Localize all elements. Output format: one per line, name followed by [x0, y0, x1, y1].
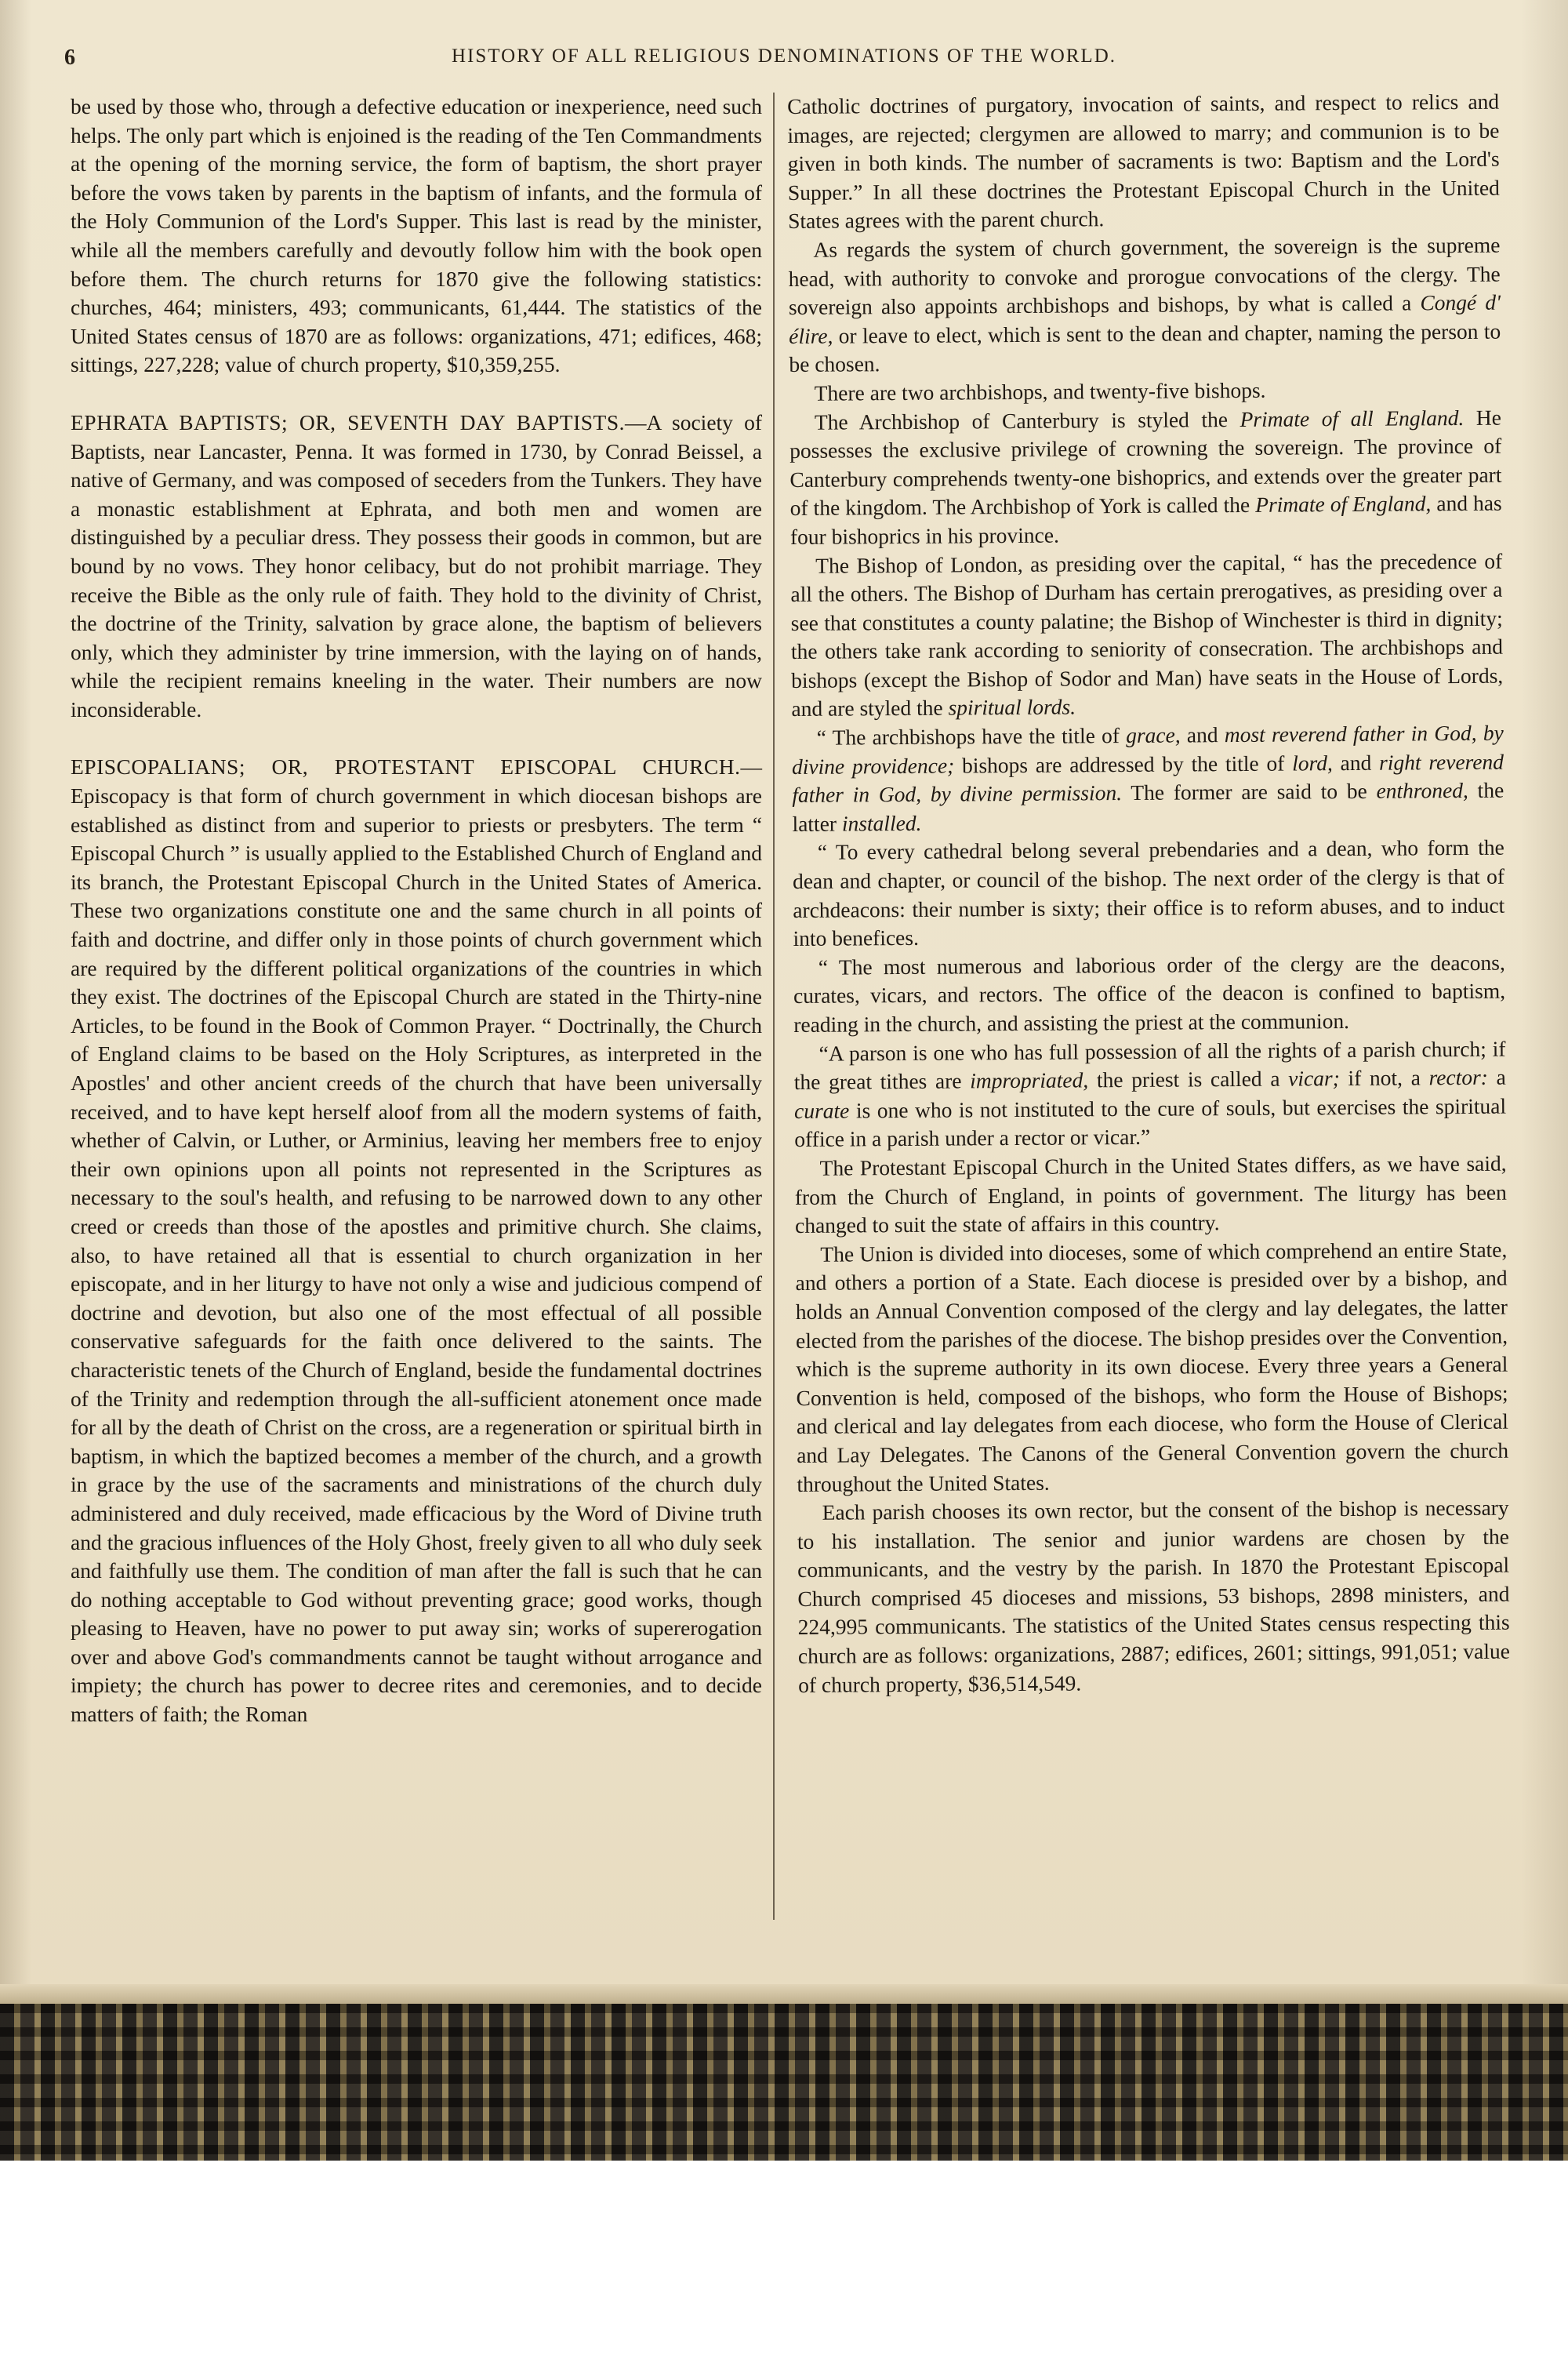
paragraph: As regards the system of church government, the sovereign is the supreme head, with authority to convoke and prorogue convocations of the clergy. The sovereign also appoints archbishops and bishops, by what is called a Congé d' élire, or leave to elect, which is sent to the dean and chapter, naming the person to be chosen. — [788, 232, 1501, 377]
paragraph: Each parish chooses its own rector, but the consent of the bishop is necessary to his installation. The senior and junior wardens are chosen by the communicants, and the vestry by the parish. In 1870 the Protestant Episcopal Church comprised 45 dioceses and missions, 53 bishops, 2898 ministers, and 224,995 communicants. The statistics of the United States census respecting this church are as follows: organizations, 2887; edifices, 2601; sittings, 991,051; value of church property, $36,514,549. — [797, 1495, 1511, 1697]
paragraph: “ To every cathedral belong several prebendaries and a dean, who form the dean and chapter, or council of the bishop. The next order of the clergy is that of archdeacons: their number is sixty; their office is to reform abuses, and to induct into benefices. — [792, 835, 1505, 951]
running-title: HISTORY OF ALL RELIGIOUS DENOMINATIONS OF THE WORLD. — [452, 45, 1116, 67]
entry-heading: EPISCOPALIANS; OR, PROTESTANT EPISCOPAL CHURCH. — [71, 754, 741, 780]
entry-text: —Episcopacy is that form of church government in which diocesan bishops are established as distinct from and superior to priests or presbyters. The term “ Episcopal Church ” is usually applied to the Established Church of England and its branch, the Protestant Episcopal Church in the United States of America. These two organizations constitute one and the same church in all points of faith and doctrine, and differ only in those points of church government which are required by the different political organizations of the countries in which they exist. The doctrines of the Episcopal Church are stated in the Thirty-nine Articles, to be found in the Book of Common Prayer. “ Doctrinally, the Church of England claims to be based on the Holy Scriptures, as interpreted in the Apostles' and other ancient creeds of the church that have been universally received, and to have kept herself aloof from all the modern systems of faith, whether of Calvin, or Luther, or Arminius, leaving her members free to enjoy their own opinions upon all points not represented in the Scriptures as necessary to the soul's health, and refusing to be narrowed down to any other creed or creeds than those of the apostles and primitive church. She claims, also, to have retained all that is essential to church organization in her episcopate, and in her liturgy to have not only a wise and judicious compend of doctrine and devotion, but also one of the most effectual of all possible conservative safeguards for the faith once delivered to the saints. The characteristic tenets of the Church of England, beside the fundamental doctrines of the Trinity and redemption through the all-sufficient atonement once made for all by the death of Christ on the cross, are a regeneration or spiritual birth in baptism, in which the baptized becomes a member of the church, and a growth in grace by the use of the sacraments and ministrations of the church duly administered and duly received, made efficacious by the Word of Divine truth and the gracious influences of the Holy Ghost, freely given to all who duly seek and faithfully use them. The condition of man after the fall is such that he can do nothing acceptable to God without preventing grace; good works, though pleasing to Heaven, have no power to put away sin; works of supererogation over and above God's commandments cannot be taught without arrogance and impiety; the church has power to decree rites and ceremonies, and to decide matters of faith; the Roman — [71, 754, 762, 1727]
paragraph: be used by those who, through a defective education or inexperience, need such helps. The only part which is enjoined is the reading of the Ten Commandments at the opening of the morning service, the form of baptism, the short prayer before the vows taken by parents in the baptism of infants, and the formula of the Holy Communion of the Lord's Supper. This last is read by the minister, while all the members carefully and devoutly follow him with the book open before them. The church returns for 1870 give the following statistics: churches, 464; ministers, 493; communicants, 61,444. The statistics of the United States census of 1870 are as follows: organizations, 471; edifices, 468; sittings, 227,228; value of church property, $10,359,255. — [71, 94, 762, 377]
paragraph: “A parson is one who has full possession of all the rights of a parish church; if the great tithes are impropriated, the priest is called a vicar; if not, a rector: a curate is one who is not instituted to the cure of souls, but exercises the spiritual office in a parish under a rector or vicar.” — [793, 1036, 1507, 1152]
paragraph: The Bishop of London, as presiding over the capital, “ has the precedence of all the others. The Bishop of Durham has certain prerogatives, as presiding over a see that constitutes a county palatine; the Bishop of Winchester is third in dignity; the others take rank according to seniority of consecration. The archbishops and bishops (except the Bishop of Sodor and Man) have seats in the House of Lords, and are styled the spiritual lords. — [790, 548, 1504, 722]
paragraph: The Archbishop of Canterbury is styled the Primate of all England. He possesses the exclusive privilege of crowning the sovereign. The province of Canterbury comprehends twenty-one bishoprics, and extends over the greater part of the kingdom. The Archbishop of York is called the Primate of England, and has four bishoprics in his province. — [789, 405, 1502, 549]
paragraph: The Union is divided into dioceses, some of which comprehend an entire State, and others a portion of a State. Each diocese is presided over by a bishop, and holds an Annual Convention composed of the clergy and lay delegates, the latter elected from the parishes of the diocese. The bishop presides over the Convention, which is the supreme authority in its own diocese. Every three years a General Convention is held, composed of the bishops, who form the House of Bishops; and clerical and lay delegates from each diocese, who form the House of Clerical and Lay Delegates. The Canons of the General Convention govern the church throughout the United States. — [795, 1237, 1509, 1496]
column-divider — [773, 93, 775, 1920]
entry-episcopalians — [71, 753, 762, 1728]
right-column — [787, 88, 1510, 1700]
paragraph: There are two archbishops, and twenty-five bishops. — [814, 377, 1266, 405]
left-column — [71, 93, 762, 1729]
entry-ephrata — [71, 409, 762, 725]
paragraph: “ The archbishops have the title of grace, and most reverend father in God, by divine providence; bishops are addressed by the title of lord, and right reverend father in God, by divine permission. The former are said to be enthroned, the latter installed. — [791, 720, 1504, 836]
entry-text: —A society of Baptists, near Lancaster, Penna. It was formed in 1730, by Conrad Beissel, a native of Germany, and was composed of seceders from the Tunkers. They have a monastic establishment at Ephrata, and both men and women are distinguished by a peculiar dress. They possess their goods in common, but are bound by no vows. They honor celibacy, but do not prohibit marriage. They receive the Bible as the only rule of faith. They hold to the divinity of Christ, the doctrine of the Trinity, salvation by grace alone, the baptism of believers only, which they administer by trine immersion, with the laying on of hands, while the recipient remains kneeling in the water. Their numbers are now inconsiderable. — [71, 409, 762, 722]
entry-heading: EPHRATA BAPTISTS; OR, SEVENTH DAY BAPTISTS. — [71, 409, 625, 434]
paragraph: “ The most numerous and laborious order of the clergy are the deacons, curates, vicars, and rectors. The office of the deacon is confined to baptism, reading in the church, and assisting the priest at the communion. — [793, 950, 1506, 1037]
paragraph: The Protestant Episcopal Church in the United States differs, as we have said, from the Church of England, in points of government. The liturgy has been changed to suit the state of affairs in this country. — [794, 1150, 1507, 1238]
book-binding — [0, 2004, 1568, 2161]
page-number: 6 — [64, 45, 75, 70]
paragraph: Catholic doctrines of purgatory, invocation of saints, and respect to relics and images, are rejected; clergymen are allowed to marry; and communion is to be given in both kinds. The number of sacraments is two: Baptism and the Lord's Supper.” In all these doctrines the Protestant Episcopal Church in the United States agrees with the parent church. — [787, 89, 1500, 234]
